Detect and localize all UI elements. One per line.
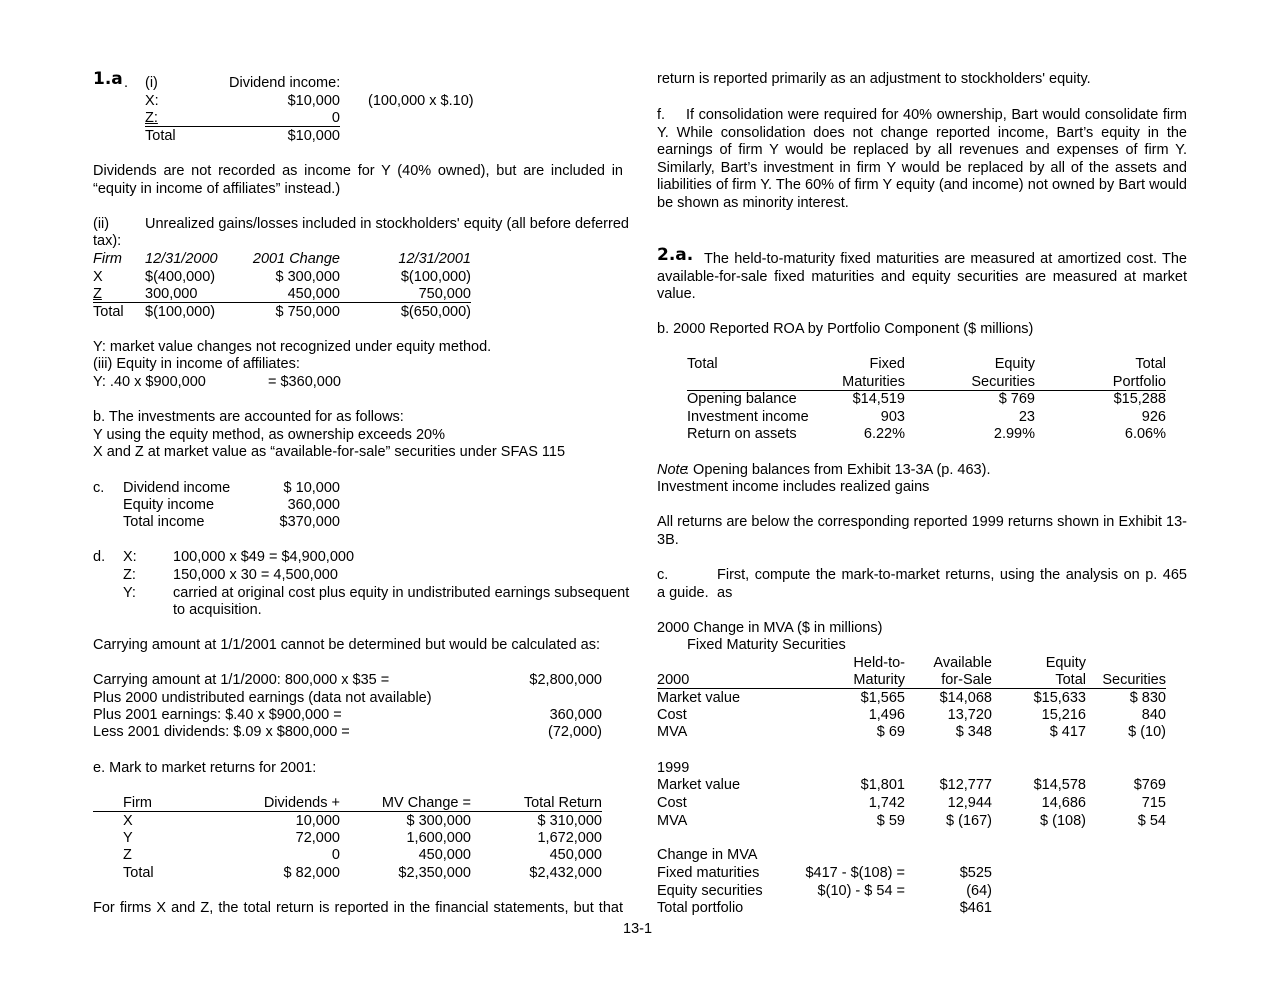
part-d-y-text: carried at original cost plus equity in undistributed earnings subsequent: [173, 585, 630, 601]
question-2a-label: 2.a.: [657, 245, 694, 265]
mva-row-htm: $ 59: [876, 813, 905, 829]
unrealized-row-z-2000: 300,000: [145, 286, 198, 302]
unrealized-row-total-change: $ 750,000: [275, 304, 340, 320]
part-d-z-label: Z:: [123, 567, 136, 583]
mva-row-htm: $ 69: [876, 724, 905, 740]
income-row-label: Total income: [123, 514, 205, 530]
roa-row-equity: 23: [1018, 409, 1035, 425]
unrealized-row-x-change: $ 300,000: [275, 269, 340, 285]
mva-row-equity: $ 54: [1137, 813, 1166, 829]
calc-row-label: Plus 2001 earnings: $.40 x $900,000 =: [93, 707, 342, 723]
part-b-line-1: Y using the equity method, as ownership exceeds 20%: [93, 427, 445, 443]
change-row-value: (64): [966, 883, 992, 899]
calc-row-value: $2,800,000: [529, 672, 602, 688]
mva-header: Available: [933, 655, 992, 671]
returns-row-mv-change: $2,350,000: [398, 865, 471, 881]
part-d-label: d.: [93, 549, 106, 565]
firm-x-dividend-note: (100,000 x $.10): [368, 93, 474, 109]
part-d-z-text: 150,000 x 30 = 4,500,000: [173, 567, 338, 583]
mva-row-equity: $ (10): [1128, 724, 1166, 740]
part-e-footer: For firms X and Z, the total return is reported in the financial statements, but that: [93, 900, 623, 916]
question-1a-label: 1.a: [93, 69, 123, 89]
change-row-label: Total portfolio: [657, 900, 744, 916]
income-row-value: $ 10,000: [283, 480, 340, 496]
firm-x-label: X:: [145, 93, 159, 109]
unrealized-row-z-2001: 750,000: [418, 286, 471, 302]
mva-row-afs: $14,068: [939, 690, 992, 706]
returns-row-firm: Total: [123, 865, 154, 881]
part-ii-number: (ii): [93, 216, 110, 232]
page-number: 13-1: [623, 921, 653, 937]
mva-header-year: 2000: [657, 672, 690, 688]
part-c-label: c.: [657, 567, 669, 583]
mva-row-label: Market value: [657, 690, 741, 706]
mva-row-htm: 1,496: [868, 707, 905, 723]
roa-row-total: $15,288: [1113, 391, 1166, 407]
part-c-text-cont: a guide.: [657, 585, 709, 601]
roa-header: Equity: [994, 356, 1035, 372]
mva-row-htm: $1,565: [860, 690, 905, 706]
question-2a-text: The held-to-maturity fixed maturities are measured at amortized cost. The available-for-sale fixed maturities and equity securities are measured at market value.: [657, 251, 1187, 302]
mva-row-equity: 840: [1141, 707, 1166, 723]
mva-row-label: Cost: [657, 707, 687, 723]
mva-header: Maturity: [853, 672, 905, 688]
roa-title: b. 2000 Reported ROA by Portfolio Component ($ millions): [657, 321, 1034, 337]
mva-row-label: MVA: [657, 813, 688, 829]
change-row-formula: $(10) - $ 54 =: [817, 883, 905, 899]
returns-header-mv-change: MV Change =: [381, 795, 471, 811]
roa-row-label: Opening balance: [687, 391, 797, 407]
part-b-title: b. The investments are accounted for as follows:: [93, 409, 404, 425]
mva-row-equity: 715: [1141, 795, 1166, 811]
part-c-label: c.: [93, 480, 105, 496]
mva-row-total: $ 417: [1049, 724, 1086, 740]
mva-header: Total: [1055, 672, 1086, 688]
returns-row-dividends: 10,000: [295, 813, 340, 829]
mva-header: Equity: [1045, 655, 1086, 671]
question-1a-dot: .: [124, 75, 129, 91]
part-f-label: f.: [657, 107, 666, 123]
part-d-x-text: 100,000 x $49 = $4,900,000: [173, 549, 355, 565]
roa-row-total: 6.06%: [1124, 426, 1166, 442]
part-iii-title: (iii) Equity in income of affiliates:: [93, 356, 300, 372]
part-f-text: If consolidation were required for 40% ownership, Bart would consolidate firm Y. While consolidation does not change reported income, Bart’s equity in the earnings of firm Y would be replaced by all revenues and expenses of firm Y. Similarly, Bart’s investment in firm Y would be replaced by all of the assets and liabilities of firm Y. The 60% of firm Y equity (and income) not owned by Bart would be shown as minority interest.: [657, 107, 1187, 211]
dividend-total-label: Total: [145, 128, 176, 144]
mva-row-total: 14,686: [1041, 795, 1086, 811]
part-e-title: e. Mark to market returns for 2001:: [93, 760, 317, 776]
roa-header: Maturities: [842, 374, 905, 390]
income-row-label: Equity income: [123, 497, 215, 513]
unrealized-header-firm: Firm: [93, 251, 122, 267]
unrealized-row-x-2000: $(400,000): [145, 269, 216, 285]
returns-row-mv-change: 1,600,000: [406, 830, 471, 846]
change-mva-title: Change in MVA: [657, 847, 758, 863]
firm-z-dividend: 0: [331, 110, 340, 126]
returns-header-firm: Firm: [123, 795, 152, 811]
mva-row-afs: $ (167): [946, 813, 992, 829]
unrealized-header-change: 2001 Change: [252, 251, 340, 267]
mva-row-total: $14,578: [1033, 777, 1086, 793]
unrealized-header-2001: 12/31/2001: [398, 251, 471, 267]
roa-row-total: 926: [1141, 409, 1166, 425]
calc-row-label: Less 2001 dividends: $.09 x $800,000 =: [93, 724, 350, 740]
returns-row-firm: Y: [123, 830, 133, 846]
mva-subtitle: Fixed Maturity Securities: [687, 637, 846, 653]
mva-row-htm: 1,742: [868, 795, 905, 811]
returns-row-dividends: 72,000: [295, 830, 340, 846]
part-iii-y: Y: .40 x $900,000: [93, 374, 206, 390]
divider: [657, 688, 1166, 689]
returns-row-total: 1,672,000: [537, 830, 602, 846]
mva-header: for-Sale: [941, 672, 992, 688]
returns-row-mv-change: $ 300,000: [406, 813, 471, 829]
roa-header: Portfolio: [1112, 374, 1166, 390]
roa-header: Total: [1135, 356, 1166, 372]
divider: [93, 811, 602, 812]
mva-title: 2000 Change in MVA ($ in millions): [657, 620, 883, 636]
mva-row-total: $ (108): [1040, 813, 1086, 829]
mva-row-afs: $12,777: [939, 777, 992, 793]
returns-row-total: $ 310,000: [537, 813, 602, 829]
dividend-total-value: $10,000: [287, 128, 340, 144]
note-text-2: Investment income includes realized gains: [657, 479, 930, 495]
note-label: Note: [657, 462, 688, 478]
calc-row-value: 360,000: [549, 707, 602, 723]
change-row-value: $525: [959, 865, 992, 881]
part-iii-value: = $360,000: [268, 374, 341, 390]
carrying-note: Carrying amount at 1/1/2001 cannot be determined but would be calculated as:: [93, 637, 601, 653]
roa-row-equity: $ 769: [998, 391, 1035, 407]
calc-row-value: (72,000): [547, 724, 602, 740]
unrealized-row-x-2001: $(100,000): [400, 269, 471, 285]
continued-text: return is reported primarily as an adjustment to stockholders' equity.: [657, 71, 1091, 87]
unrealized-row-z-firm: Z: [93, 286, 102, 302]
mva-row-afs: 12,944: [947, 795, 992, 811]
roa-header: Total: [687, 356, 718, 372]
mva-row-total: $15,633: [1033, 690, 1086, 706]
divider: [145, 126, 340, 127]
mva-header: Held-to-: [853, 655, 905, 671]
unrealized-row-x-firm: X: [93, 269, 103, 285]
mva-row-equity: $769: [1133, 777, 1166, 793]
returns-row-firm: X: [123, 813, 133, 829]
y-market-note: Y: market value changes not recognized under equity method.: [93, 339, 492, 355]
part-ii-text: Unrealized gains/losses included in stockholders' equity (all before deferred: [145, 216, 629, 232]
part-d-y-label: Y:: [123, 585, 136, 601]
mva-row-label: MVA: [657, 724, 688, 740]
change-row-formula: $417 - $(108) =: [805, 865, 905, 881]
part-i-title: Dividend income:: [229, 75, 341, 91]
mva-row-equity: $ 830: [1129, 690, 1166, 706]
returns-row-dividends: $ 82,000: [283, 865, 340, 881]
mva-row-label: Cost: [657, 795, 687, 811]
part-ii-text-cont: tax):: [93, 233, 122, 249]
change-row-label: Equity securities: [657, 883, 763, 899]
roa-row-equity: 2.99%: [993, 426, 1035, 442]
income-row-label: Dividend income: [123, 480, 231, 496]
roa-row-fixed: 903: [880, 409, 905, 425]
roa-row-fixed: 6.22%: [863, 426, 905, 442]
unrealized-row-total-2000: $(100,000): [145, 304, 216, 320]
change-row-value: $461: [959, 900, 992, 916]
mva-row-htm: $1,801: [860, 777, 905, 793]
roa-header: Fixed: [869, 356, 905, 372]
calc-row-label: Carrying amount at 1/1/2000: 800,000 x $35 =: [93, 672, 390, 688]
part-d-x-label: X:: [123, 549, 137, 565]
roa-row-label: Return on assets: [687, 426, 797, 442]
part-i-number: (i): [145, 75, 158, 91]
calc-row-label: Plus 2000 undistributed earnings (data not available): [93, 690, 432, 706]
returns-row-total: $2,432,000: [529, 865, 602, 881]
roa-header: Securities: [971, 374, 1035, 390]
all-returns-note: All returns are below the corresponding reported 1999 returns shown in Exhibit 13-3B.: [657, 514, 1187, 548]
mva-row-afs: $ 348: [955, 724, 992, 740]
firm-x-dividend: $10,000: [287, 93, 340, 109]
part-b-line-2: X and Z at market value as “available-for-sale” securities under SFAS 115: [93, 444, 566, 460]
mva-row-total: 15,216: [1041, 707, 1086, 723]
income-row-value: $370,000: [279, 514, 340, 530]
unrealized-row-total-firm: Total: [93, 304, 124, 320]
unrealized-row-total-2001: $(650,000): [400, 304, 471, 320]
returns-row-firm: Z: [123, 847, 132, 863]
part-d-y-text-cont: to acquisition.: [173, 602, 262, 618]
roa-row-fixed: $14,519: [852, 391, 905, 407]
dividends-note: Dividends are not recorded as income for Y (40% owned), but are included in “equity in income of affiliates” instead.): [93, 163, 623, 197]
returns-row-total: 450,000: [549, 847, 602, 863]
part-c-text: First, compute the mark-to-market returns, using the analysis on p. 465 as: [717, 567, 1187, 601]
returns-row-mv-change: 450,000: [418, 847, 471, 863]
mva-header: Securities: [1102, 672, 1166, 688]
mva-row-afs: 13,720: [947, 707, 992, 723]
note-text: : Opening balances from Exhibit 13-3A (p. 463).: [685, 462, 991, 478]
returns-row-dividends: 0: [331, 847, 340, 863]
mva-row-label: Market value: [657, 777, 741, 793]
firm-z-label: Z:: [145, 110, 158, 126]
unrealized-row-z-change: 450,000: [287, 286, 340, 302]
roa-row-label: Investment income: [687, 409, 809, 425]
mva-year-1999: 1999: [657, 760, 690, 776]
unrealized-header-2000: 12/31/2000: [145, 251, 218, 267]
change-row-label: Fixed maturities: [657, 865, 760, 881]
income-row-value: 360,000: [287, 497, 340, 513]
returns-header-dividends: Dividends +: [263, 795, 340, 811]
divider: [93, 302, 471, 303]
returns-header-total-return: Total Return: [523, 795, 602, 811]
